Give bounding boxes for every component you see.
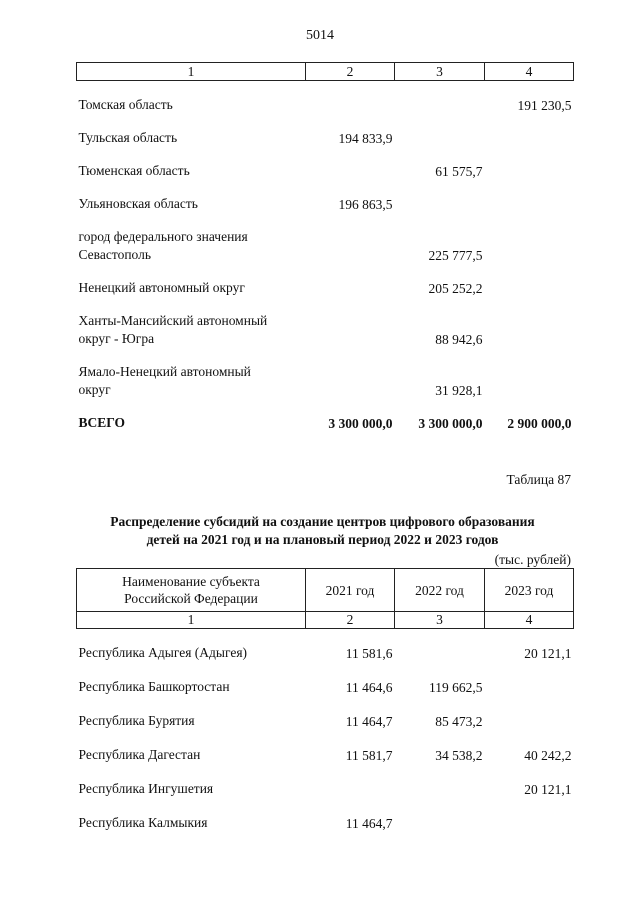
value-2021: 11 581,7 bbox=[345, 748, 393, 763]
table-row bbox=[77, 180, 574, 213]
table-row bbox=[77, 213, 574, 264]
column-number: 3 bbox=[395, 612, 485, 629]
column-number: 4 bbox=[485, 612, 574, 629]
region-name-line: город федерального значения bbox=[78, 229, 248, 244]
region-name bbox=[77, 348, 306, 399]
table-row bbox=[77, 765, 574, 799]
region-name-line: Ямало-Ненецкий автономный bbox=[78, 364, 251, 379]
value-2021 bbox=[306, 264, 395, 297]
table-row bbox=[77, 114, 574, 147]
value-2023: 40 242,2 bbox=[524, 748, 572, 763]
value-2022 bbox=[395, 81, 485, 115]
total-2023: 2 900 000,0 bbox=[507, 416, 572, 431]
table-row bbox=[77, 264, 574, 297]
region-name: Ненецкий автономный округ bbox=[78, 280, 245, 295]
region-name bbox=[77, 297, 306, 348]
value-2021 bbox=[306, 81, 395, 115]
total-label: ВСЕГО bbox=[78, 415, 126, 430]
region-name: Республика Ингушетия bbox=[78, 781, 214, 796]
table-row bbox=[77, 147, 574, 180]
value-2021 bbox=[306, 297, 395, 348]
table-row bbox=[77, 297, 574, 348]
value-2023 bbox=[485, 697, 574, 731]
table-row bbox=[77, 799, 574, 833]
table-label: Таблица 87 bbox=[506, 472, 571, 487]
value-2021: 196 863,5 bbox=[338, 197, 393, 212]
table-row bbox=[77, 663, 574, 697]
value-2023: 20 121,1 bbox=[524, 646, 572, 661]
table-title-line: детей на 2021 год и на плановый период 2022 и 2023 годов bbox=[146, 532, 499, 547]
value-2023 bbox=[485, 180, 574, 213]
column-number-row bbox=[77, 63, 574, 81]
column-number-row bbox=[77, 612, 574, 629]
value-2023 bbox=[485, 799, 574, 833]
value-2022: 119 662,5 bbox=[429, 680, 483, 695]
table-row bbox=[77, 629, 574, 664]
value-2022 bbox=[395, 114, 485, 147]
table-row bbox=[77, 81, 574, 115]
value-2021: 11 581,6 bbox=[345, 646, 393, 661]
region-name: Республика Башкортостан bbox=[78, 679, 230, 694]
subsidy-table bbox=[76, 568, 574, 833]
value-2022: 205 252,2 bbox=[428, 281, 483, 296]
region-name: Тульская область bbox=[78, 130, 178, 145]
value-2022: 85 473,2 bbox=[435, 714, 483, 729]
value-2021 bbox=[306, 213, 395, 264]
region-name: Ульяновская область bbox=[78, 196, 198, 211]
total-row bbox=[77, 399, 574, 432]
value-2021: 11 464,6 bbox=[345, 680, 393, 695]
value-2021 bbox=[306, 147, 395, 180]
total-2021: 3 300 000,0 bbox=[328, 416, 393, 431]
region-name: Республика Дагестан bbox=[78, 747, 201, 762]
value-2023 bbox=[485, 297, 574, 348]
value-2021: 11 464,7 bbox=[345, 714, 393, 729]
column-number: 2 bbox=[306, 612, 395, 629]
column-header-2021: 2021 год bbox=[306, 569, 395, 612]
column-number: 2 bbox=[306, 63, 395, 81]
value-2023 bbox=[485, 147, 574, 180]
value-2022: 31 928,1 bbox=[435, 383, 483, 398]
region-name bbox=[77, 213, 306, 264]
region-name-line: Севастополь bbox=[78, 247, 152, 262]
region-name-line: Ханты-Мансийский автономный bbox=[78, 313, 268, 328]
table-continuation bbox=[76, 62, 574, 432]
column-header-line: Наименование субъекта bbox=[122, 574, 260, 589]
value-2023: 20 121,1 bbox=[524, 782, 572, 797]
column-header-2023: 2023 год bbox=[485, 569, 574, 612]
value-2021 bbox=[306, 765, 395, 799]
region-name: Республика Адыгея (Адыгея) bbox=[78, 645, 248, 660]
value-2022: 88 942,6 bbox=[435, 332, 483, 347]
table-header-row bbox=[77, 569, 574, 612]
region-name: Томская область bbox=[78, 97, 173, 112]
total-2022: 3 300 000,0 bbox=[418, 416, 483, 431]
region-name-line: округ bbox=[78, 382, 111, 397]
value-2021: 11 464,7 bbox=[345, 816, 393, 831]
column-number: 3 bbox=[395, 63, 485, 81]
region-name: Республика Калмыкия bbox=[78, 815, 208, 830]
column-number: 1 bbox=[77, 63, 306, 81]
value-2023 bbox=[485, 348, 574, 399]
value-2023 bbox=[485, 114, 574, 147]
table-row bbox=[77, 348, 574, 399]
column-header-line: Российской Федерации bbox=[124, 591, 258, 606]
table-title-line: Распределение субсидий на создание центров цифрового образования bbox=[110, 514, 535, 529]
value-2023 bbox=[485, 213, 574, 264]
column-header-region bbox=[77, 569, 306, 612]
value-2022 bbox=[395, 629, 485, 664]
region-name: Тюменская область bbox=[78, 163, 190, 178]
value-2022: 225 777,5 bbox=[428, 248, 483, 263]
value-2022 bbox=[395, 765, 485, 799]
table-row bbox=[77, 731, 574, 765]
value-2023 bbox=[485, 264, 574, 297]
value-2023: 191 230,5 bbox=[517, 98, 572, 113]
value-2022 bbox=[395, 799, 485, 833]
region-name: Республика Бурятия bbox=[78, 713, 195, 728]
column-number: 1 bbox=[77, 612, 306, 629]
region-name-line: округ - Югра bbox=[78, 331, 155, 346]
value-2022 bbox=[395, 180, 485, 213]
page-number: 5014 bbox=[306, 28, 334, 43]
value-2021 bbox=[306, 348, 395, 399]
column-number: 4 bbox=[485, 63, 574, 81]
value-2021: 194 833,9 bbox=[338, 131, 393, 146]
value-2023 bbox=[485, 663, 574, 697]
column-header-2022: 2022 год bbox=[395, 569, 485, 612]
table-row bbox=[77, 697, 574, 731]
value-2022: 61 575,7 bbox=[435, 164, 483, 179]
value-2022: 34 538,2 bbox=[435, 748, 483, 763]
table-title bbox=[70, 513, 575, 549]
units-note: (тыс. рублей) bbox=[494, 552, 571, 567]
